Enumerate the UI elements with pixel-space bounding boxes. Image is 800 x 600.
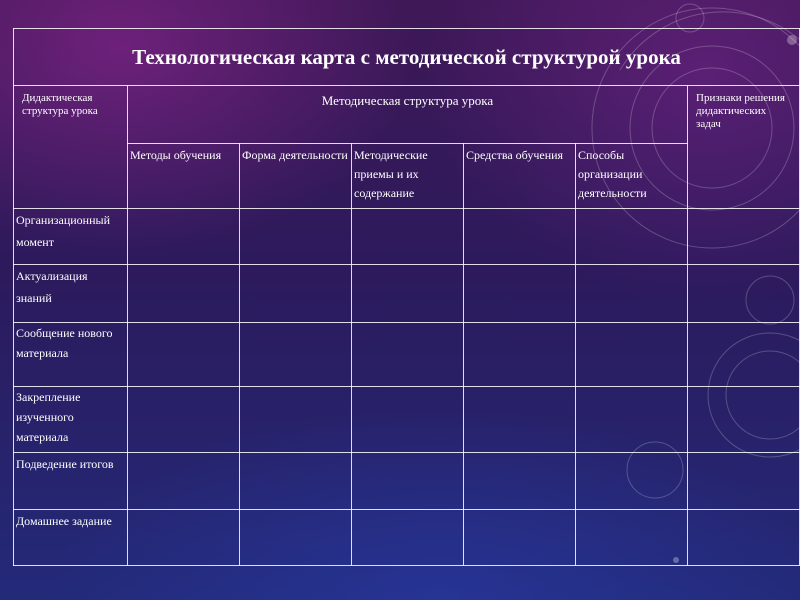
table-cell [128, 453, 240, 510]
table-cell [576, 209, 688, 265]
didactic-structure-header: Дидактическая структура урока [14, 86, 128, 209]
column-header-methods: Методы обучения [128, 144, 240, 209]
didactic-signs-header: Признаки решения дидактических задач [688, 86, 800, 209]
table-cell [688, 209, 800, 265]
table-cell [688, 453, 800, 510]
table-cell [240, 323, 352, 387]
table-row [14, 453, 800, 510]
table-row [14, 323, 800, 387]
column-header-organization: Способы организации деятельности [576, 144, 688, 209]
table-cell [128, 387, 240, 453]
table-cell [240, 265, 352, 323]
table-cell [576, 453, 688, 510]
table-cell [240, 510, 352, 566]
row-label-summary: Подведение итогов [14, 453, 128, 510]
column-header-activity-form: Форма деятельности [240, 144, 352, 209]
table-cell [240, 209, 352, 265]
table-cell [464, 387, 576, 453]
table-cell [352, 209, 464, 265]
table-cell [240, 453, 352, 510]
table-cell [128, 323, 240, 387]
table-cell [464, 453, 576, 510]
table-cell [464, 209, 576, 265]
table-title: Технологическая карта с методической структурой урока [14, 29, 800, 86]
technological-map-table [13, 28, 800, 566]
table-cell [128, 209, 240, 265]
table-cell [688, 510, 800, 566]
column-header-techniques: Методические приемы и их содержание [352, 144, 464, 209]
table-cell [240, 387, 352, 453]
table-row [14, 209, 800, 265]
table-cell [576, 510, 688, 566]
methodical-structure-header: Методическая структура урока [128, 86, 688, 144]
table-cell [352, 510, 464, 566]
table-cell [688, 387, 800, 453]
row-label-homework: Домашнее задание [14, 510, 128, 566]
row-label-new-material: Сообщение нового материала [14, 323, 128, 387]
table-cell [352, 265, 464, 323]
table-row [14, 387, 800, 453]
table-cell [128, 510, 240, 566]
table-cell [352, 387, 464, 453]
table-cell [688, 323, 800, 387]
table-cell [352, 323, 464, 387]
table-cell [464, 323, 576, 387]
table-cell [576, 323, 688, 387]
row-label-consolidation: Закрепление изученного материала [14, 387, 128, 453]
column-header-teaching-aids: Средства обучения [464, 144, 576, 209]
table-cell [128, 265, 240, 323]
table-cell [352, 453, 464, 510]
table-row [14, 265, 800, 323]
table-row [14, 510, 800, 566]
table-cell [576, 387, 688, 453]
row-label-actualization: Актуализация знаний [14, 265, 128, 323]
row-label-organizational: Организационный момент [14, 209, 128, 265]
table-cell [464, 265, 576, 323]
table-cell [576, 265, 688, 323]
table-cell [464, 510, 576, 566]
table-cell [688, 265, 800, 323]
